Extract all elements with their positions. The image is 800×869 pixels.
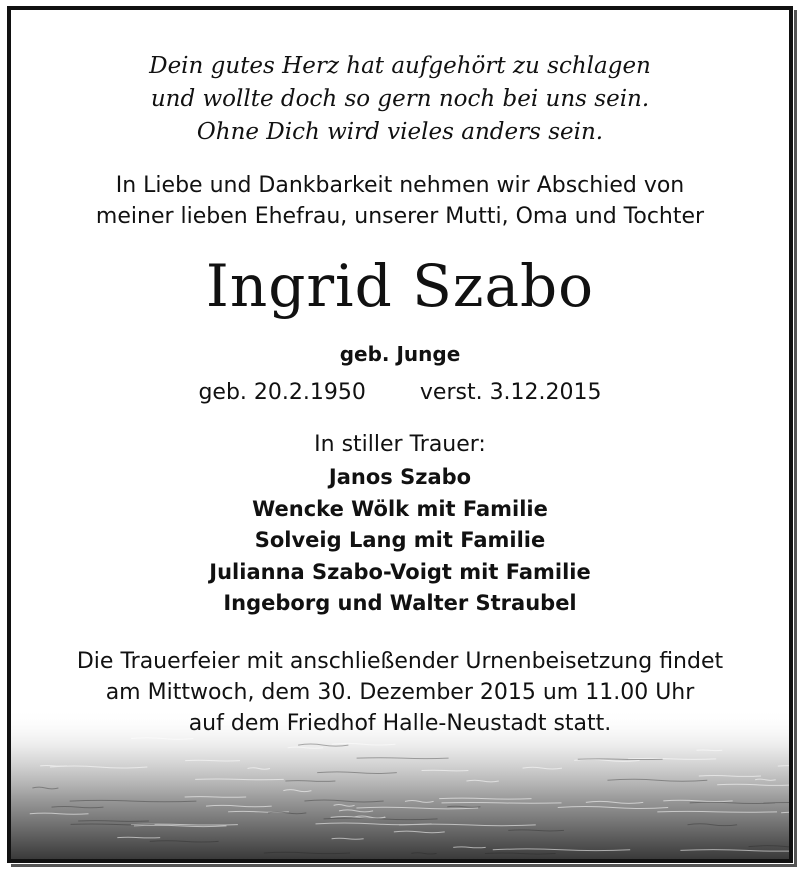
poem: [11, 50, 789, 149]
intro-text: [11, 170, 789, 232]
mourner-name: Julianna Szabo-Voigt mit Familie: [209, 559, 591, 584]
service-line: am Mittwoch, dem 30. Dezember 2015 um 11.00 Uhr: [105, 680, 695, 705]
birth-date: geb. 20.2.1950: [198, 380, 366, 405]
funeral-service-info: [11, 646, 789, 739]
obituary-notice: [7, 6, 793, 863]
water-ripple: [40, 766, 67, 767]
mourner-name: Wencke Wölk mit Familie: [252, 496, 548, 521]
intro-line: meiner lieben Ehefrau, unserer Mutti, Oma und Tochter: [95, 204, 705, 229]
water-ripple: [422, 770, 469, 771]
poem-line: Dein gutes Herz hat aufgehört zu schlagen: [149, 53, 651, 79]
maiden-name: geb. Junge: [339, 342, 461, 366]
intro-line: In Liebe und Dankbarkeit nehmen wir Abschied von: [115, 173, 685, 198]
mourners-heading: In stiller Trauer:: [314, 432, 486, 457]
poem-line: Ohne Dich wird vieles anders sein.: [196, 119, 604, 145]
death-date: verst. 3.12.2015: [419, 380, 602, 405]
mourner-name: Solveig Lang mit Familie: [254, 528, 546, 552]
life-dates: [11, 378, 789, 408]
mourners-list: [11, 462, 789, 620]
service-line: Die Trauerfeier mit anschließender Urnenbeisetzung findet: [76, 649, 724, 674]
water-ripple: [185, 797, 246, 798]
mourner-name: Janos Szabo: [328, 465, 472, 489]
water-ripple: [117, 837, 160, 838]
mourner-name: Ingeborg und Walter Straubel: [223, 591, 577, 615]
poem-line: und wollte doch so gern noch bei uns sein.: [150, 86, 650, 112]
service-line: auf dem Friedhof Halle-Neustadt statt.: [188, 711, 612, 736]
water-ripple: [578, 759, 663, 760]
deceased-name: Ingrid Szabo: [205, 252, 595, 320]
